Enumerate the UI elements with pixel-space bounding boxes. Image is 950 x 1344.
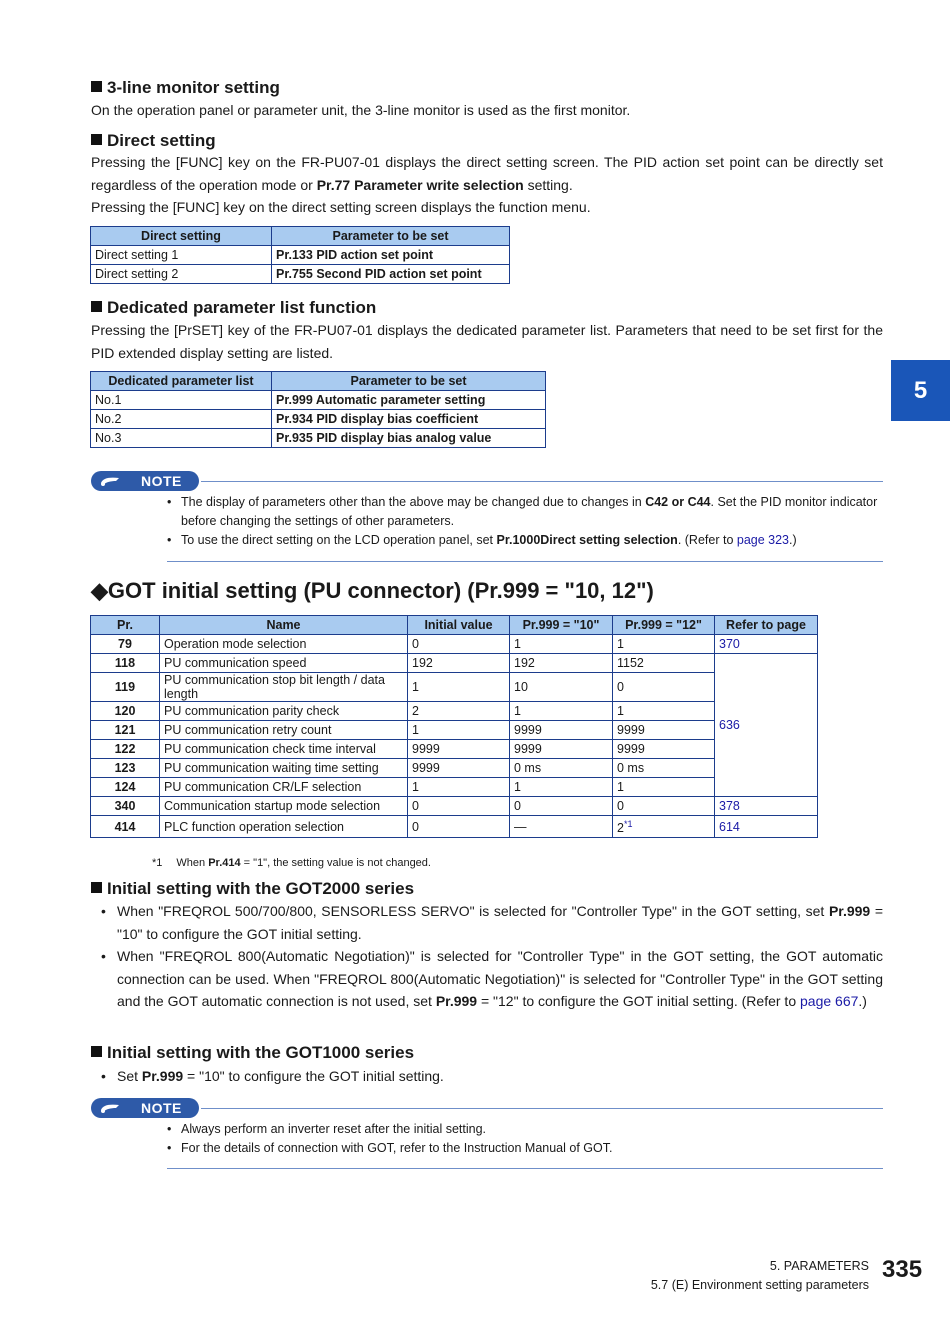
table-row: 414 PLC function operation selection 0 — 2$^{*1}$ 614 [91,816,818,838]
table-header: Pr.999 = "12" [613,616,715,635]
note-item: • To use the direct setting on the LCD operation panel, set Pr.1000Direct setting selection. (Refer to page 323.) [167,533,797,547]
table-row: 123 PU communication waiting time setting 9999 0 ms 0 ms [91,759,818,778]
pencil-icon [99,1102,121,1114]
diamond-bullet-icon: ◆ [91,578,108,603]
got2000-item: • When "FREQROL 500/700/800, SENSORLESS SERVO" is selected for "Controller Type" in the GOT setting, set Pr.999 = "10" to configure the GOT initial setting. [101,903,883,942]
page-link[interactable]: 636 [715,654,818,797]
table-header: Dedicated parameter list [91,372,272,391]
heading-direct-setting: Direct setting [91,131,216,151]
note-rule-top [201,1108,883,1109]
got-parameter-table [90,615,818,838]
footer-chapter: 5. PARAMETERS [769,1259,869,1273]
heading-3-line-monitor: 3-line monitor setting [91,78,280,98]
table-header: Pr. [91,616,160,635]
table-header: Pr.999 = "10" [510,616,613,635]
table-row: 124 PU communication CR/LF selection 1 1 1 [91,778,818,797]
dedicated-parameter-table [90,371,546,448]
heading-dedicated-parameter-list: Dedicated parameter list function [91,298,376,318]
square-bullet-icon [91,1046,102,1057]
heading-got2000: Initial setting with the GOT2000 series [91,879,414,899]
square-bullet-icon [91,134,102,145]
page-link[interactable]: page 667 [800,993,859,1009]
page-link[interactable]: 370 [715,635,818,654]
table-row: No.2 Pr.934 PID display bias coefficient [91,410,546,429]
table-row: 118 PU communication speed 192 192 1152 636 [91,654,818,673]
got1000-item: • Set Pr.999 = "10" to configure the GOT initial setting. [101,1068,444,1084]
square-bullet-icon [91,301,102,312]
table-row: Direct setting 2 Pr.755 Second PID action set point [91,265,510,284]
table-header: Parameter to be set [272,227,510,246]
table-row: 121 PU communication retry count 1 9999 9999 [91,721,818,740]
direct-setting-table [90,226,510,284]
page-number: 335 [882,1256,923,1283]
table-header: Name [160,616,408,635]
page-link[interactable]: 614 [715,816,818,838]
note-rule-top [201,481,883,482]
table-row: No.3 Pr.935 PID display bias analog value [91,429,546,448]
note-item: • The display of parameters other than the above may be changed due to changes in C42 or C44. Set the PID monitor indicator before changing the settings of other parameters. [167,495,878,528]
page-link[interactable]: 378 [715,797,818,816]
table-row: 120 PU communication parity check 2 1 1 [91,702,818,721]
direct-text-2: Pressing the [FUNC] key on the direct setting screen displays the function menu. [91,199,591,215]
page-link[interactable]: page 323 [736,533,790,547]
chapter-tab[interactable]: 5 [891,360,950,421]
note-rule-bottom [167,1168,883,1169]
note-item: • Always perform an inverter reset after the initial setting. [167,1122,486,1136]
table-row: 340 Communication startup mode selection 0 0 0 378 [91,797,818,816]
direct-text-1: Pressing the [FUNC] key on the FR-PU07-01 displays the direct setting screen. The PID action set point can be directly set regardless of the operation mode or Pr.77 Parameter write selection setting. [91,154,883,193]
got2000-item: • When "FREQROL 800(Automatic Negotiation)" is selected for "Controller Type" in the GOT setting, the GOT automatic connection can be used. When "FREQROL 800(Automatic Negotiation)" is selected for "Controller Type" in the GOT setting and the GOT automatic connection is not used, set Pr.999 = "12" to configure the GOT initial setting. (Refer to page 667.) [101,948,883,1009]
footnote-ref[interactable]: *1 [623,819,633,830]
note-badge: NOTE [91,471,199,491]
heading-got1000: Initial setting with the GOT1000 series [91,1043,414,1063]
note-rule-bottom [167,561,883,562]
pencil-icon [99,475,121,487]
got-section-title: ◆GOT initial setting (PU connector) (Pr.999 = "10, 12") [91,578,654,603]
table-row: Direct setting 1 Pr.133 PID action set point [91,246,510,265]
table-row: 119 PU communication stop bit length / data length 1 10 0 [91,673,818,702]
dedicated-text: Pressing the [PrSET] key of the FR-PU07-01 displays the dedicated parameter list. Parameters that need to be set first for the PID extended display setting are listed. [91,322,883,361]
note-item: • For the details of connection with GOT, refer to the Instruction Manual of GOT. [167,1141,613,1155]
footer-section: 5.7 (E) Environment setting parameters [650,1278,869,1292]
square-bullet-icon [91,81,102,92]
table-header: Parameter to be set [272,372,546,391]
table-row: 122 PU communication check time interval 9999 9999 9999 [91,740,818,759]
table-row: No.1 Pr.999 Automatic parameter setting [91,391,546,410]
table-header: Initial value [408,616,510,635]
square-bullet-icon [91,882,102,893]
table-header: Direct setting [91,227,272,246]
table-header: Refer to page [715,616,818,635]
note-badge: NOTE [91,1098,199,1118]
table-row: 79 Operation mode selection 0 1 1 370 [91,635,818,654]
footnote: *1 When Pr.414 = "1", the setting value is not changed. [152,857,431,869]
three-line-text: On the operation panel or parameter unit, the 3-line monitor is used as the first monitor. [91,102,631,118]
